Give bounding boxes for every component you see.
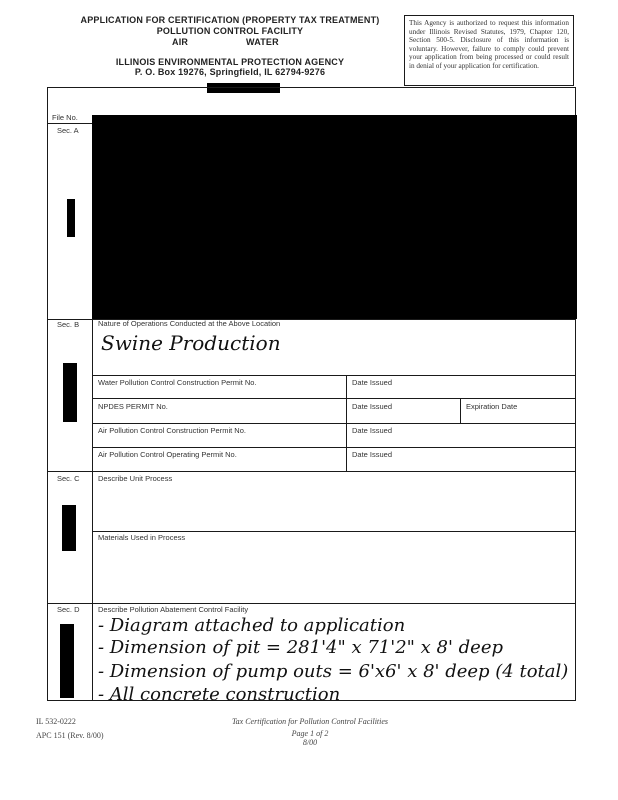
agency-address: P. O. Box 19276, Springfield, IL 62794-9276	[134, 67, 326, 77]
redaction-sec-d-side	[60, 624, 74, 698]
npdes-expiration-divider	[460, 398, 461, 423]
air-operating-date-label: Date Issued	[352, 450, 393, 459]
air-construction-permit-label: Air Pollution Control Construction Permit No.	[98, 426, 246, 435]
water-label: WATER	[246, 37, 279, 47]
sec-b-row3-top	[92, 423, 576, 424]
facility-line-4: - All concrete construction	[98, 684, 341, 705]
npdes-expiration-label: Expiration Date	[466, 402, 518, 411]
form-title-line2: POLLUTION CONTROL FACILITY	[156, 26, 304, 36]
form-top-border	[47, 87, 576, 88]
sec-c-divider	[47, 603, 576, 604]
pollution-facility-label: Describe Pollution Abatement Control Facility	[98, 605, 249, 614]
file-no-label: File No.	[52, 113, 78, 122]
sec-a-label: Sec. A	[57, 126, 79, 135]
facility-line-2: - Dimension of pit = 281'4" x 71'2" x 8' deep	[98, 637, 503, 658]
form-title-line1: APPLICATION FOR CERTIFICATION (PROPERTY TAX TREATMENT)	[80, 15, 380, 25]
footer-center-line1: Tax Certification for Pollution Control Facilities	[231, 717, 389, 726]
sec-b-date-column-divider	[346, 375, 347, 471]
redaction-sec-c-side	[62, 505, 76, 551]
air-operating-permit-label: Air Pollution Control Operating Permit No.	[98, 450, 237, 459]
footer-center-line3: 8/00	[302, 738, 318, 747]
sec-b-row4-top	[92, 447, 576, 448]
redaction-sec-b-side	[63, 363, 77, 422]
sec-b-divider	[47, 471, 576, 472]
facility-line-1: - Diagram attached to application	[98, 615, 406, 636]
npdes-permit-label: NPDES PERMIT No.	[98, 402, 168, 411]
nature-of-operations-label: Nature of Operations Conducted at the Above Location	[98, 319, 281, 328]
air-construction-date-label: Date Issued	[352, 426, 393, 435]
sec-b-row2-top	[92, 398, 576, 399]
unit-process-label: Describe Unit Process	[98, 474, 173, 483]
facility-line-3: - Dimension of pump outs = 6'x6' x 8' deep (4 total)	[98, 661, 569, 682]
sec-b-row1-top	[92, 375, 576, 376]
air-label: AIR	[172, 37, 189, 47]
redaction-header	[207, 83, 280, 93]
apc-revision: APC 151 (Rev. 8/00)	[36, 731, 104, 740]
sec-b-label: Sec. B	[57, 320, 80, 329]
privacy-notice-text: This Agency is authorized to request this information under Illinois Revised Statutes, 1979, Chapter 120, Section 500-5. Disclosure of this information is voluntary. However, failure to comply could prevent your application from being processed or could result in denial of your application for certification.	[409, 19, 569, 70]
footer-center-line2: Page 1 of 2	[291, 729, 329, 738]
form-number: IL 532-0222	[36, 717, 76, 726]
privacy-notice-box	[404, 15, 574, 86]
materials-used-label: Materials Used in Process	[98, 533, 186, 542]
npdes-date-label: Date Issued	[352, 402, 393, 411]
sec-c-inner-divider	[92, 531, 576, 532]
sec-d-label: Sec. D	[57, 605, 80, 614]
redaction-sec-a	[92, 115, 577, 319]
sec-c-label: Sec. C	[57, 474, 80, 483]
form-left-border	[47, 87, 48, 700]
agency-name: ILLINOIS ENVIRONMENTAL PROTECTION AGENCY	[115, 57, 345, 67]
nature-of-operations-value: Swine Production	[101, 331, 281, 355]
water-permit-label: Water Pollution Control Construction Permit No.	[98, 378, 257, 387]
redaction-sec-a-side	[67, 199, 75, 237]
water-permit-date-label: Date Issued	[352, 378, 393, 387]
